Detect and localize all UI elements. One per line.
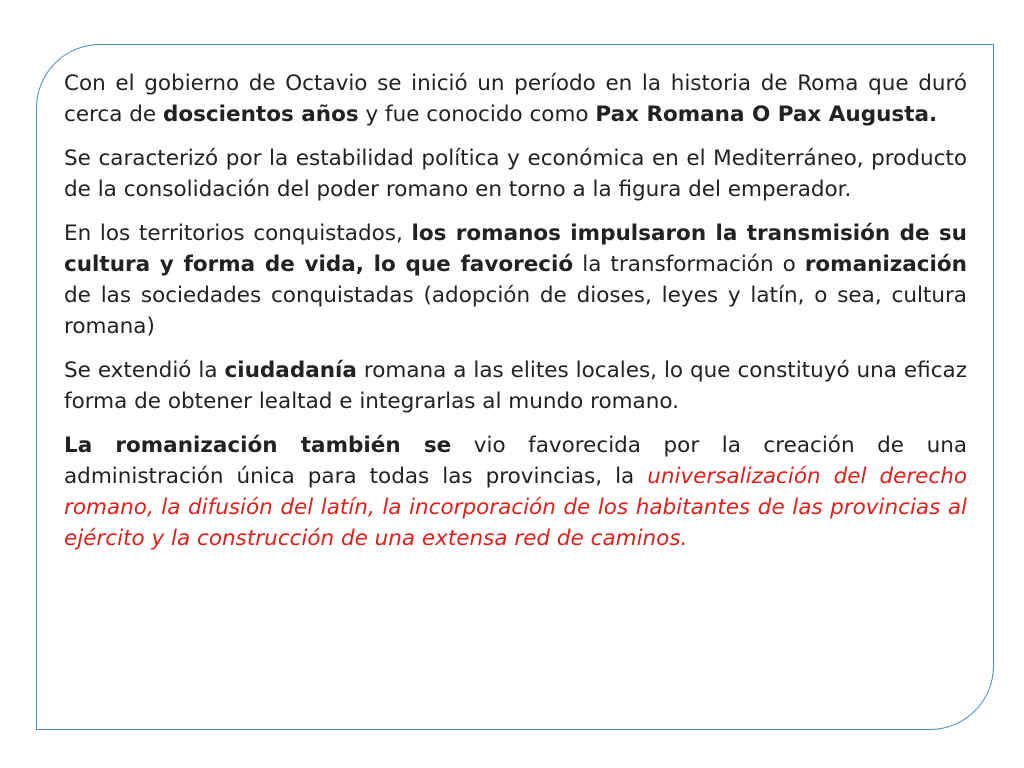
- text-run: Se caracterizó por la estabilidad política y económica en el Mediterráneo, producto de la consolidación del poder romano en torno a la figura del emperador.: [64, 146, 967, 202]
- text-run: vio favorecida por la creación de una administración única para todas las provincias, la: [64, 433, 967, 489]
- paragraph-estabilidad: [64, 143, 967, 205]
- paragraph-romanizacion: [64, 430, 967, 554]
- emphasis-pax-romana: Pax Romana O Pax Augusta.: [595, 102, 938, 127]
- text-run: En los territorios conquistados,: [64, 221, 412, 246]
- slide-body: [64, 68, 967, 567]
- paragraph-ciudadania: [64, 355, 967, 417]
- emphasis-transmision-cultura: los romanos impulsaron la transmisión de su cultura y forma de vida, lo que favoreció: [64, 221, 967, 277]
- paragraph-territorios: [64, 218, 967, 342]
- highlight-universalizacion: universalización del derecho romano, la difusión del latín, la incorporación de los habitantes de las provincias al ejército y la construcción de una extensa red de caminos.: [64, 464, 968, 551]
- text-run: de las sociedades conquistadas (adopción de dioses, leyes y latín, o sea, cultura romana): [64, 283, 967, 339]
- text-run: romana a las elites locales, lo que constituyó una eficaz forma de obtener lealtad e integrarlas al mundo romano.: [64, 358, 967, 414]
- text-run: la transformación o: [573, 252, 805, 277]
- emphasis-doscientos-anos: doscientos años: [162, 102, 359, 127]
- text-run: Se extendió la: [64, 358, 225, 383]
- emphasis-romanizacion-tambien: La romanización también se: [64, 433, 452, 458]
- emphasis-ciudadania: ciudadanía: [224, 358, 357, 383]
- text-run: Con el gobierno de Octavio se inició un período en la historia de Roma que duró cerca de: [64, 71, 967, 127]
- text-run: y fue conocido como: [358, 102, 596, 127]
- emphasis-romanizacion: romanización: [804, 252, 967, 277]
- paragraph-pax-romana: [64, 68, 967, 130]
